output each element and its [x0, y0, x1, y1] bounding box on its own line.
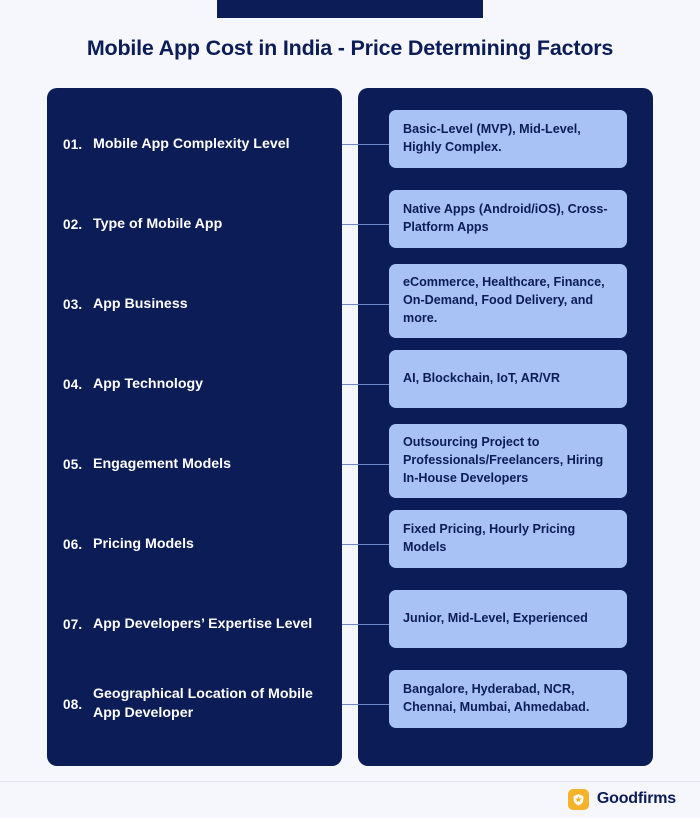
factor-label: Mobile App Complexity Level: [93, 135, 290, 152]
factor-label: App Developers’ Expertise Level: [93, 615, 313, 632]
factor-detail-bubble: [389, 590, 627, 648]
connector-line: [342, 384, 389, 386]
factor-row: [47, 584, 653, 664]
factor-detail-text: Basic-Level (MVP), Mid-Level, Highly Complex.: [403, 122, 581, 154]
connector-line: [342, 144, 389, 146]
shield-icon: [568, 789, 589, 810]
factors-diagram: [47, 88, 653, 766]
factor-number: 01.: [63, 136, 83, 152]
factor-rows: [47, 88, 653, 766]
page-title: Mobile App Cost in India - Price Determining Factors: [86, 36, 614, 60]
factor-detail-text: Native Apps (Android/iOS), Cross-Platform Apps: [403, 202, 608, 234]
factor-number: 05.: [63, 456, 83, 472]
factor-left-cell: [47, 424, 342, 504]
factor-label: Pricing Models: [93, 535, 194, 552]
factor-left-cell: [47, 664, 342, 744]
factor-row: [47, 344, 653, 424]
factor-number: 06.: [63, 536, 83, 552]
factor-detail-bubble: [389, 670, 627, 728]
factor-left-cell: [47, 264, 342, 344]
factor-left-cell: [47, 584, 342, 664]
connector-line: [342, 544, 389, 546]
factor-detail-bubble: [389, 350, 627, 408]
connector-line: [342, 704, 389, 706]
top-accent-bar: [217, 0, 483, 18]
factor-detail-text: Fixed Pricing, Hourly Pricing Models: [403, 522, 576, 554]
factor-row: [47, 664, 653, 744]
factor-detail-text: Bangalore, Hyderabad, NCR, Chennai, Mumbai, Ahmedabad.: [403, 682, 590, 714]
connector-line: [342, 624, 389, 626]
brand-name: Goodfirms: [596, 790, 676, 807]
brand-logo: [568, 782, 676, 816]
factor-number: 08.: [63, 696, 83, 712]
factor-detail-text: Junior, Mid-Level, Experienced: [403, 611, 588, 626]
factor-detail-bubble: [389, 110, 627, 168]
factor-row: [47, 424, 653, 504]
factor-row: [47, 264, 653, 344]
factor-label: Geographical Location of Mobile App Developer: [93, 686, 313, 721]
factor-detail-text: AI, Blockchain, IoT, AR/VR: [403, 371, 560, 386]
factor-label: Engagement Models: [93, 455, 231, 472]
factor-number: 07.: [63, 616, 83, 632]
factor-number: 03.: [63, 296, 83, 312]
factor-label: App Business: [93, 295, 188, 312]
connector-line: [342, 224, 389, 226]
factor-label: App Technology: [93, 375, 204, 392]
factor-number: 04.: [63, 376, 83, 392]
factor-detail-bubble: [389, 510, 627, 568]
factor-detail-text: Outsourcing Project to Professionals/Freelancers, Hiring In-House Developers: [403, 435, 604, 485]
factor-detail-bubble: [389, 264, 627, 338]
factor-label: Type of Mobile App: [93, 215, 223, 232]
factor-detail-bubble: [389, 190, 627, 248]
connector-line: [342, 304, 389, 306]
factor-left-cell: [47, 504, 342, 584]
connector-line: [342, 464, 389, 466]
factor-left-cell: [47, 184, 342, 264]
factor-detail-text: eCommerce, Healthcare, Finance, On-Demand, Food Delivery, and more.: [403, 275, 605, 325]
factor-row: [47, 504, 653, 584]
factor-left-cell: [47, 104, 342, 184]
bottom-bar: [0, 818, 700, 825]
factor-row: [47, 184, 653, 264]
factor-detail-bubble: [389, 424, 627, 498]
factor-number: 02.: [63, 216, 83, 232]
factor-row: [47, 104, 653, 184]
factor-left-cell: [47, 344, 342, 424]
